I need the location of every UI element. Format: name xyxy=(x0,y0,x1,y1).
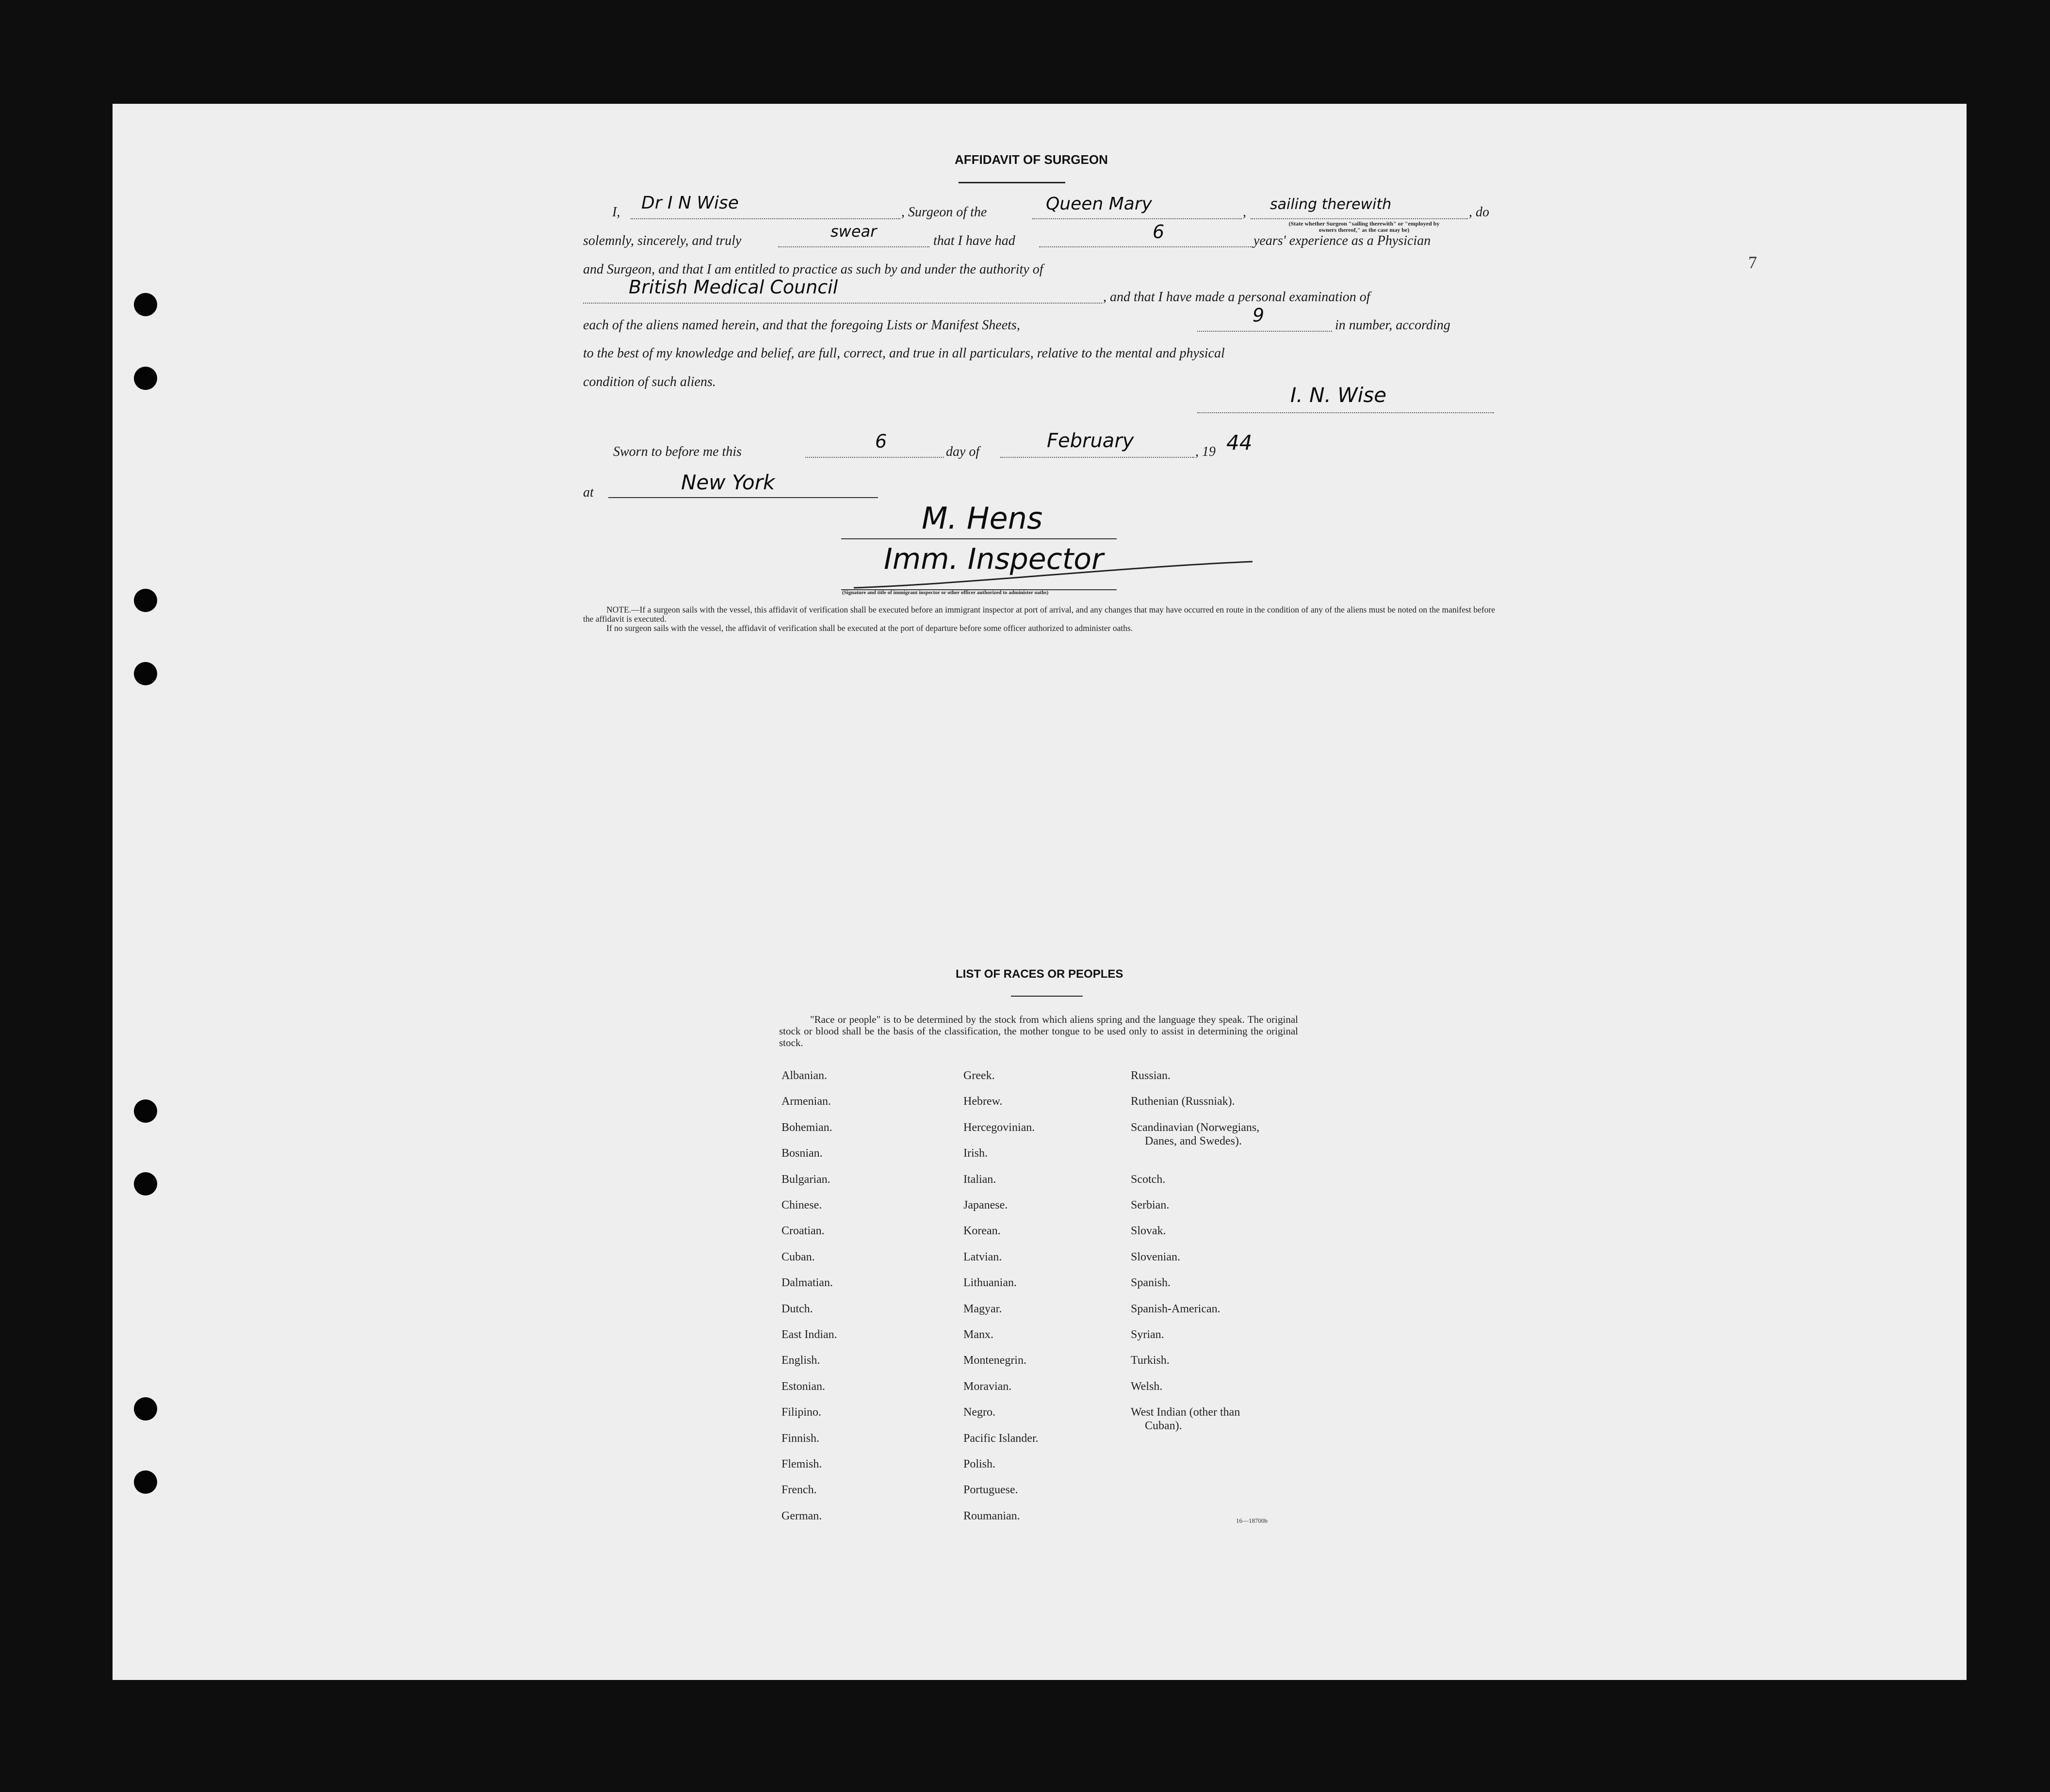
race-item: Dutch. xyxy=(781,1302,813,1315)
l5-tail: in number, according xyxy=(1335,318,1450,333)
binder-hole xyxy=(134,662,157,685)
race-item: Lithuanian. xyxy=(963,1276,1017,1290)
race-item: East Indian. xyxy=(781,1328,837,1341)
sworn-year-prefix: , 19 xyxy=(1195,444,1216,459)
l6-text: to the best of my knowledge and belief, are full, correct, and true in all particulars, relative to the mental and physical xyxy=(583,346,1225,361)
surgeon-signature: I. N. Wise xyxy=(1290,383,1387,407)
race-item: Roumanian. xyxy=(963,1509,1020,1522)
l3-text: and Surgeon, and that I am entitled to practice as such by and under the authority of xyxy=(583,262,1043,277)
affidavit-note xyxy=(583,605,1495,633)
race-item: Bohemian. xyxy=(781,1121,832,1134)
affidavit-title: AFFIDAVIT OF SURGEON xyxy=(955,152,1108,167)
race-item: Spanish. xyxy=(1131,1276,1171,1290)
races-intro: "Race or people" is to be determined by the stock from which aliens spring and the language they speak. The original stock or blood shall be the basis of the classification, the mother tongue to be used only to assist in determining the original stock. xyxy=(779,1014,1298,1049)
race-item: Ruthenian (Russniak). xyxy=(1131,1095,1235,1108)
race-item: French. xyxy=(781,1484,817,1497)
race-item: Scotch. xyxy=(1131,1173,1166,1186)
year-handwriting: 44 xyxy=(1226,431,1253,454)
race-item: Irish. xyxy=(963,1147,988,1160)
form-number: 16—18700b xyxy=(1236,1517,1268,1524)
l2-mid: that I have had xyxy=(933,233,1015,248)
race-item: Flemish. xyxy=(781,1458,822,1470)
race-item: Moravian. xyxy=(963,1380,1012,1393)
race-item: German. xyxy=(781,1509,822,1522)
month-handwriting: February xyxy=(1047,430,1134,452)
note-paragraph-1: NOTE.—If a surgeon sails with the vessel, this affidavit of verification shall be executed before an immigrant inspector at port of arrival, and any changes that may have occurred en route in the condition of any of the aliens must be noted on the manifest before the affidavit is executed. xyxy=(583,605,1495,624)
authority-handwriting: British Medical Council xyxy=(629,276,838,298)
month-line xyxy=(1000,457,1194,458)
race-item: Cuban). xyxy=(1145,1420,1182,1433)
race-item: Russian. xyxy=(1131,1069,1171,1082)
race-item: Estonian. xyxy=(781,1380,825,1393)
binder-hole xyxy=(134,1470,157,1494)
race-item: West Indian (other than xyxy=(1131,1406,1240,1419)
sworn-day-of: day of xyxy=(946,444,980,459)
years-handwriting: 6 xyxy=(1153,221,1165,242)
l4-text: , and that I have made a personal examination of xyxy=(1103,290,1370,305)
race-item: Italian. xyxy=(963,1173,996,1186)
race-item: Latvian. xyxy=(963,1250,1002,1263)
race-item: Serbian. xyxy=(1131,1199,1170,1211)
race-item: Negro. xyxy=(963,1406,995,1419)
binder-hole xyxy=(134,293,157,316)
race-item: Armenian. xyxy=(781,1095,831,1108)
race-item: Welsh. xyxy=(1131,1380,1163,1393)
binder-hole xyxy=(134,1172,157,1195)
race-item: Albanian. xyxy=(781,1069,827,1082)
race-item: Portuguese. xyxy=(963,1484,1018,1497)
races-title: LIST OF RACES OR PEOPLES xyxy=(956,968,1123,981)
capacity-handwriting: sailing therewith xyxy=(1270,196,1392,213)
races-title-rule xyxy=(1011,996,1083,997)
race-item: Manx. xyxy=(963,1328,993,1341)
surgeon-signature-line xyxy=(1197,412,1494,413)
race-item: Danes, and Swedes). xyxy=(1145,1134,1242,1147)
race-item: Bulgarian. xyxy=(781,1173,830,1186)
race-item: Filipino. xyxy=(781,1406,822,1419)
race-item: Polish. xyxy=(963,1458,996,1470)
race-item: Pacific Islander. xyxy=(963,1432,1039,1445)
race-item: Japanese. xyxy=(963,1199,1008,1211)
ship-line xyxy=(1032,218,1242,219)
race-item: Scandinavian (Norwegians, xyxy=(1131,1121,1260,1134)
signature-caption: (Signature and title of immigrant inspector or other officer authorized to administer oaths) xyxy=(842,590,1049,596)
race-item: Greek. xyxy=(963,1069,995,1082)
l2-tail: years' experience as a Physician xyxy=(1253,233,1431,248)
race-item: Finnish. xyxy=(781,1432,820,1445)
binder-hole xyxy=(134,1099,157,1123)
years-line xyxy=(1039,246,1253,247)
l1-lead: I, xyxy=(612,205,620,220)
place-handwriting: New York xyxy=(681,470,775,494)
margin-page-mark: 7 xyxy=(1748,253,1757,272)
binder-hole xyxy=(134,1397,157,1421)
sheets-line xyxy=(1197,331,1332,332)
race-item: Chinese. xyxy=(781,1199,822,1211)
race-item: Spanish-American. xyxy=(1131,1302,1220,1315)
race-item: Korean. xyxy=(963,1225,1001,1238)
race-item: Montenegrin. xyxy=(963,1354,1026,1367)
race-item: Slovenian. xyxy=(1131,1250,1180,1263)
l1-do: , do xyxy=(1469,205,1489,220)
day-handwriting: 6 xyxy=(875,431,887,452)
surgeon-name-line xyxy=(631,218,900,219)
race-item: Croatian. xyxy=(781,1225,825,1238)
l1-surgeon-of: , Surgeon of the xyxy=(901,205,987,220)
race-item: Cuban. xyxy=(781,1250,815,1263)
binder-hole xyxy=(134,589,157,612)
l1-comma: , xyxy=(1243,205,1246,220)
race-item: Bosnian. xyxy=(781,1147,823,1160)
surgeon-name-handwriting: Dr I N Wise xyxy=(641,193,739,213)
title-rule xyxy=(959,182,1065,183)
race-item: Turkish. xyxy=(1131,1354,1170,1367)
officer-signature: M. Hens xyxy=(922,500,1043,536)
oath-line xyxy=(778,246,929,247)
race-item: Hebrew. xyxy=(963,1095,1003,1108)
officer-signature-line xyxy=(841,538,1117,539)
sheets-handwriting: 9 xyxy=(1253,305,1265,326)
officer-title: Imm. Inspector xyxy=(884,542,1104,576)
race-item: Dalmatian. xyxy=(781,1276,833,1290)
place-line xyxy=(608,497,878,498)
note-paragraph-2: If no surgeon sails with the vessel, the affidavit of verification shall be executed at the port of departure before some officer authorized to administer oaths. xyxy=(606,623,1133,633)
form-page xyxy=(113,104,1967,1680)
capacity-note: (State whether Surgeon "sailing therewith" or "employed by owners thereof," as the case may be) xyxy=(1288,220,1440,233)
l5-text: each of the aliens named herein, and that the foregoing Lists or Manifest Sheets, xyxy=(583,318,1020,333)
race-item: Hercegovinian. xyxy=(963,1121,1035,1134)
oath-handwriting: swear xyxy=(830,222,877,241)
capacity-line xyxy=(1251,218,1468,219)
ship-handwriting: Queen Mary xyxy=(1046,194,1152,214)
day-line xyxy=(805,457,944,458)
sworn-lead: Sworn to before me this xyxy=(613,444,742,459)
l2-lead: solemnly, sincerely, and truly xyxy=(583,233,742,248)
l7-text: condition of such aliens. xyxy=(583,374,716,389)
authority-line xyxy=(583,303,1102,304)
race-item: English. xyxy=(781,1354,820,1367)
race-item: Magyar. xyxy=(963,1302,1002,1315)
race-item: Slovak. xyxy=(1131,1225,1166,1238)
at-label: at xyxy=(583,485,594,500)
race-item: Syrian. xyxy=(1131,1328,1164,1341)
binder-hole xyxy=(134,367,157,390)
